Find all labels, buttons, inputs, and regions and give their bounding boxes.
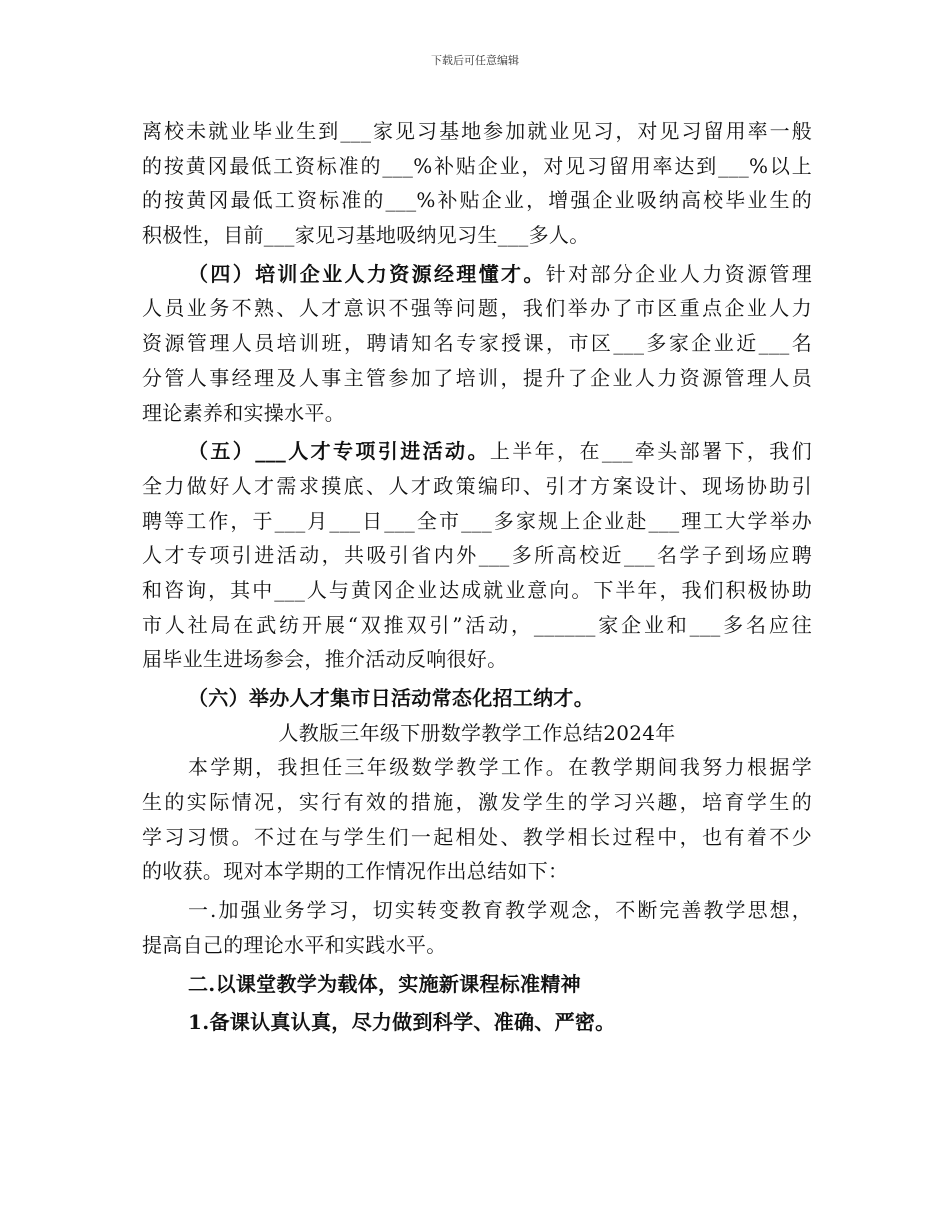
paragraph-line: 的按黄冈最低工资标准的___%补贴企业，增强企业吸纳高校毕业生的	[142, 188, 812, 213]
paragraph-line: 离校未就业毕业生到___家见习基地参加就业见习，对见习留用率一般	[142, 119, 812, 143]
section-6-heading: （六）举办人才集市日活动常态化招工纳才。	[188, 686, 594, 710]
section-5-text: 上半年，在___牵头部署下，我们	[489, 439, 812, 464]
paragraph-line: 的收获。现对本学期的工作情况作出总结如下：	[142, 859, 569, 884]
section-4-text: 针对部分企业人力资源管理	[545, 261, 812, 286]
paragraph-line: 理论素养和实操水平。	[142, 400, 345, 425]
paragraph-line: 积极性，目前___家见习基地吸纳见习生___多人。	[142, 223, 590, 248]
paragraph-line: 学习习惯。不过在与学生们一起相处、教学相长过程中，也有着不少	[142, 824, 812, 849]
section-5-heading: （五）___人才专项引进活动。	[188, 439, 490, 464]
subsection-1-heading: 1.备课认真认真，尽力做到科学、准确、严密。	[188, 1010, 616, 1035]
paragraph-line: 聘等工作，于___月___日___全市___多家规上企业赴___理工大学举办	[142, 508, 812, 533]
section-5-heading-line	[142, 434, 812, 469]
document-title: 人教版三年级下册数学教学工作总结2024年	[278, 720, 676, 745]
document-body	[142, 114, 812, 1040]
paragraph-line: 届毕业生进场参会，推介活动反响很好。	[142, 647, 508, 672]
paragraph-line: 一.加强业务学习，切实转变教育教学观念，不断完善教学思想，	[188, 898, 812, 923]
section-2-heading: 二.以课堂教学为载体，实施新课程标准精神	[188, 971, 581, 996]
section-4-heading-line	[142, 257, 812, 292]
paragraph-line: 的按黄冈最低工资标准的___%补贴企业，对见习留用率达到___%以上	[142, 153, 812, 178]
paragraph-line: 全力做好人才需求摸底、人才政策编印、引才方案设计、现场协助引	[142, 473, 812, 498]
paragraph-line: 提高自己的理论水平和实践水平。	[142, 932, 447, 957]
paragraph-line: 资源管理人员培训班，聘请知名专家授课，市区___多家企业近___名	[142, 331, 812, 356]
paragraph-line: 人才专项引进活动，共吸引省内外___多所高校近___名学子到场应聘	[142, 543, 812, 568]
paragraph-line: 和咨询，其中___人与黄冈企业达成就业意向。下半年，我们积极协助	[142, 577, 812, 602]
section-4-heading: （四）培训企业人力资源经理懂才。	[188, 261, 546, 286]
page-header: 下载后可任意编辑	[431, 54, 519, 67]
paragraph-line: 市人社局在武纺开展“双推双引”活动，______家企业和___多名应往	[142, 612, 812, 637]
paragraph-line: 分管人事经理及人事主管参加了培训，提升了企业人力资源管理人员	[142, 365, 812, 390]
paragraph-line: 本学期，我担任三年级数学教学工作。在教学期间我努力根据学	[188, 755, 812, 780]
paragraph-line: 人员业务不熟、人才意识不强等问题，我们举办了市区重点企业人力	[142, 296, 812, 321]
paragraph-line: 生的实际情况，实行有效的措施，激发学生的学习兴趣，培育学生的	[142, 790, 812, 815]
